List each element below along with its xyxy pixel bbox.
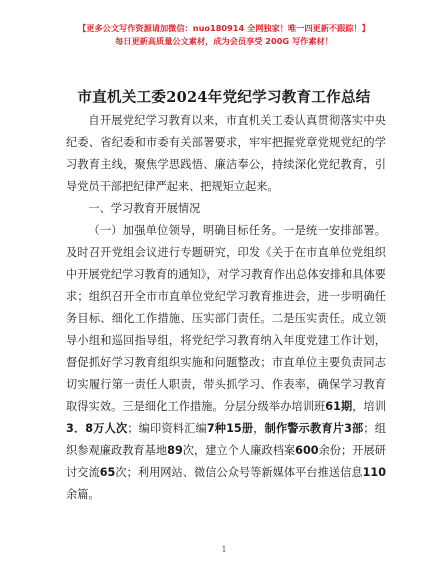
document-title: 市直机关工委2024年党纪学习教育工作总结 <box>77 89 371 106</box>
stat-archives: 600 <box>295 444 319 457</box>
paragraph-text: ；组织参观廉政教育基地 <box>66 422 386 457</box>
stat-films-count: 3部 <box>344 422 364 435</box>
paragraph-text: （一）加强单位领导，明确目标任务。一是统一安排部署。及时召开党组会议进行专题研究，印发《关于在市直单位党组织中开展党纪学习教育的通知》，对学习教育作出总体安排和具体要求；组织召开全市市直单位党纪学习教育推进会，进一步明确任务目标、细化工作措施、压实部门责任。二是压实责任。成立领导小组和巡回指导组，将党纪学习教育纳入年度党建工作计划，督促抓好学习教育组织实施和问题整改；市直单位主要负责同志切实履行第一责任人职责，带头抓学习、作表率，确保学习教育取得实效。三是细化工作措施。分层分级举办培训班 <box>66 224 386 413</box>
stat-seminars: 65 <box>99 466 116 479</box>
promo-banner-line-1: 【更多公文写作资源请加微信：nuo180914 全网独家！唯一四更新不跟踪！】 <box>78 23 370 33</box>
paragraph-text: 余份；开展研讨交流 <box>66 444 386 479</box>
paragraph-text: 余篇。 <box>66 488 100 501</box>
stat-classes: 61期 <box>325 400 353 413</box>
section-paragraph <box>66 220 386 506</box>
stat-posts: 110 <box>362 466 386 479</box>
paragraph-text: 次；利用网站、微信公众号等新媒体平台推送信息 <box>115 466 363 479</box>
promo-banner-line-2: 每日更新高质量公文素材，成为会员享受 200G 写作素材！ <box>115 36 333 46</box>
promo-banner <box>0 22 448 48</box>
section-heading: 一、学习教育开展情况 <box>88 202 201 215</box>
intro-paragraph: 自开展党纪学习教育以来，市直机关工委认真贯彻落实中央纪委、省纪委和市委有关部署要求，牢牢把握党章党规党纪的学习教育主线，聚焦学思践悟、廉洁奉公，持续深化党纪教育，引导党员干部把纪律严起来、把规矩立起来。 <box>66 114 386 193</box>
paragraph-text: 次，建立个人廉政档案 <box>182 444 296 457</box>
paragraph-text: ；编印资料汇编 <box>127 422 207 435</box>
document-body <box>66 110 386 506</box>
stat-visits: 89 <box>167 444 183 457</box>
stat-volumes: 7种15册 <box>206 422 254 435</box>
page-number: 1 <box>221 545 227 554</box>
paragraph-text: ， <box>253 422 265 435</box>
stat-films-label: 制作警示教育片 <box>264 422 345 435</box>
paragraph-text: ，培训 <box>352 400 386 413</box>
stat-people: 3．8万人次 <box>66 422 128 435</box>
